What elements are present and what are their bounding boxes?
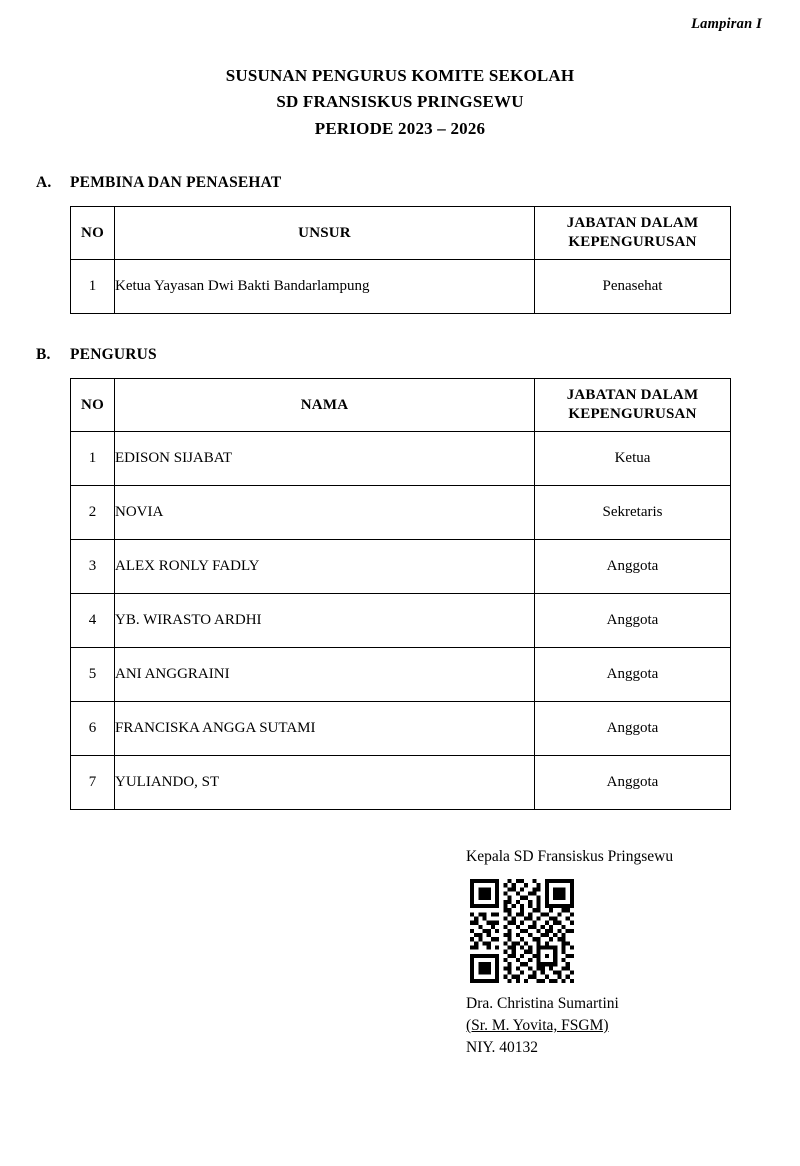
cell-jabatan: Anggota	[535, 594, 731, 648]
signature-title: Kepala SD Fransiskus Pringsewu	[466, 848, 674, 866]
section-heading-b	[36, 346, 764, 364]
page-title	[36, 63, 764, 142]
cell-jabatan: Anggota	[535, 648, 731, 702]
table-row	[71, 540, 731, 594]
cell-jabatan: Anggota	[535, 702, 731, 756]
cell-unsur: Ketua Yayasan Dwi Bakti Bandarlampung	[115, 260, 535, 314]
table-row	[71, 486, 731, 540]
column-header-jabatan-line1: JABATAN DALAM	[566, 387, 699, 404]
cell-jabatan: Penasehat	[535, 260, 731, 314]
signature-niy: NIY. 40132	[466, 1039, 539, 1057]
column-header-jabatan-line2: KEPENGURUSAN	[568, 234, 697, 251]
table-row	[71, 594, 731, 648]
cell-no: 3	[71, 540, 115, 594]
cell-no: 2	[71, 486, 115, 540]
table-pengurus	[70, 378, 731, 810]
column-header-nama: NAMA	[115, 379, 535, 432]
qr-code-icon	[466, 875, 764, 987]
column-header-jabatan	[535, 379, 731, 432]
cell-nama: ALEX RONLY FADLY	[115, 540, 535, 594]
cell-jabatan: Anggota	[535, 540, 731, 594]
cell-nama: NOVIA	[115, 486, 535, 540]
cell-jabatan: Anggota	[535, 756, 731, 810]
column-header-no: NO	[71, 379, 115, 432]
signature-block	[466, 846, 764, 1060]
table-row	[71, 648, 731, 702]
title-line-2: SD FRANSISKUS PRINGSEWU	[276, 92, 524, 112]
section-heading-a	[36, 174, 764, 192]
section-letter-b: B.	[36, 346, 51, 364]
cell-nama: YB. WIRASTO ARDHI	[115, 594, 535, 648]
column-header-jabatan-line2: KEPENGURUSAN	[568, 406, 697, 423]
section-title-b: PENGURUS	[70, 346, 157, 364]
signature-name: Dra. Christina Sumartini	[466, 994, 619, 1012]
attachment-label: Lampiran I	[691, 16, 762, 32]
column-header-jabatan-line1: JABATAN DALAM	[566, 215, 699, 232]
cell-no: 1	[71, 260, 115, 314]
cell-no: 1	[71, 432, 115, 486]
table-row	[71, 756, 731, 810]
cell-nama: ANI ANGGRAINI	[115, 648, 535, 702]
table-header-row	[71, 207, 731, 260]
title-line-3: PERIODE 2023 – 2026	[314, 118, 486, 138]
cell-nama: EDISON SIJABAT	[115, 432, 535, 486]
cell-jabatan: Ketua	[535, 432, 731, 486]
cell-no: 4	[71, 594, 115, 648]
table-row	[71, 702, 731, 756]
cell-jabatan: Sekretaris	[535, 486, 731, 540]
cell-nama: YULIANDO, ST	[115, 756, 535, 810]
column-header-jabatan	[535, 207, 731, 260]
section-pembina-dan-penasehat	[36, 174, 764, 314]
table-header-row	[71, 379, 731, 432]
section-letter-a: A.	[36, 174, 52, 192]
cell-no: 7	[71, 756, 115, 810]
section-title-a: PEMBINA DAN PENASEHAT	[70, 174, 282, 192]
title-line-1: SUSUNAN PENGURUS KOMITE SEKOLAH	[225, 66, 575, 85]
table-row	[71, 432, 731, 486]
cell-nama: FRANCISKA ANGGA SUTAMI	[115, 702, 535, 756]
table-row	[71, 260, 731, 314]
cell-no: 5	[71, 648, 115, 702]
cell-no: 6	[71, 702, 115, 756]
section-pengurus	[36, 346, 764, 810]
table-pembina-penasehat	[70, 206, 731, 314]
signature-order-name: (Sr. M. Yovita, FSGM)	[466, 1016, 609, 1034]
column-header-no: NO	[71, 207, 115, 260]
column-header-unsur: UNSUR	[115, 207, 535, 260]
